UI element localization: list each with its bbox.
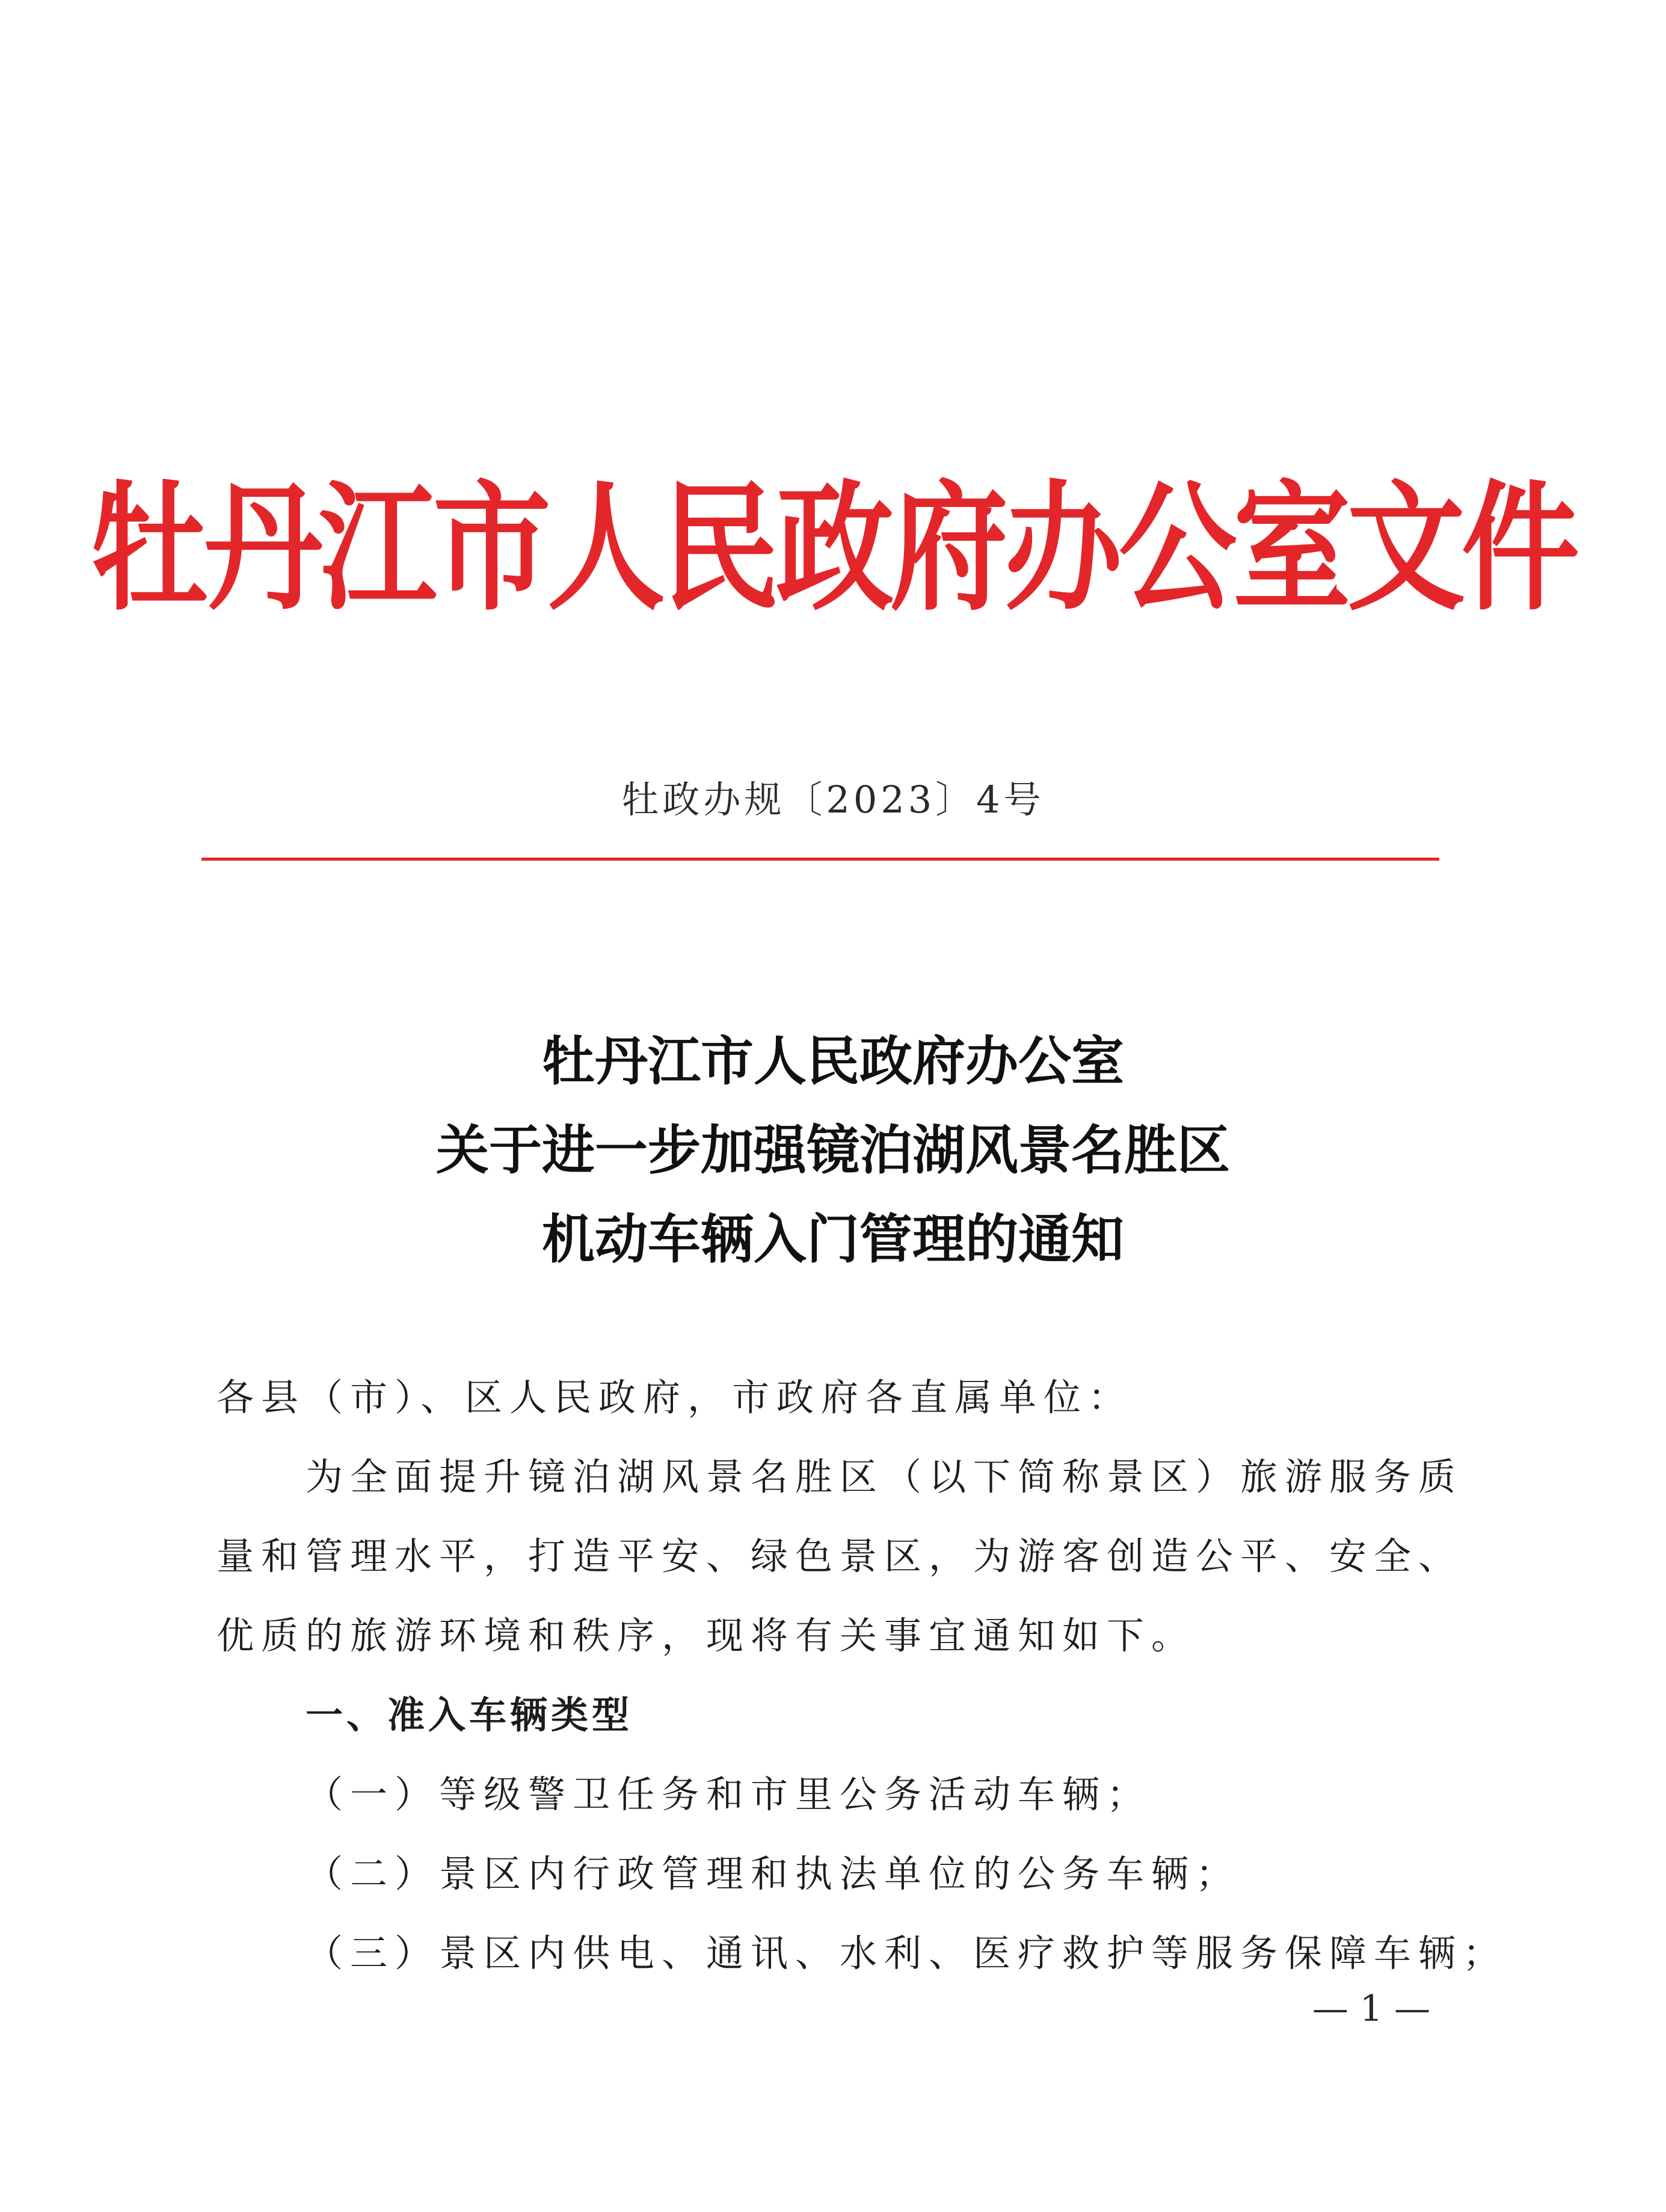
list-item-1: （一）等级警卫任务和市里公务活动车辆；	[306, 1772, 1152, 1816]
notice-body	[217, 1358, 1508, 1993]
notice-title-line-3: 机动车辆入门管理的通知	[541, 1208, 1124, 1270]
notice-title	[0, 1016, 1666, 1283]
document-number: 牡政办规〔2023〕4号	[621, 778, 1045, 822]
salutation: 各县（市）、区人民政府，市政府各直属单位：	[217, 1375, 1133, 1419]
notice-title-line-2: 关于进一步加强镜泊湖风景名胜区	[435, 1119, 1230, 1181]
intro-line-1: 为全面提升镜泊湖风景名胜区（以下简称景区）旅游服务质	[306, 1455, 1463, 1499]
intro-line-2: 量和管理水平，打造平安、绿色景区，为游客创造公平、安全、	[217, 1534, 1463, 1578]
page-number: — 1 —	[1312, 1988, 1431, 2030]
intro-line-3: 优质的旅游环境和秩序，现将有关事宜通知如下。	[217, 1614, 1196, 1657]
notice-title-line-1: 牡丹江市人民政府办公室	[541, 1030, 1124, 1092]
list-item-2: （二）景区内行政管理和执法单位的公务车辆；	[306, 1852, 1241, 1896]
section-heading-vehicle-types: 一、准入车辆类型	[306, 1693, 633, 1737]
masthead-title: 牡丹江市人民政府办公室文件	[90, 466, 1576, 630]
red-divider-line	[201, 858, 1439, 861]
list-item-3: （三）景区内供电、通讯、水利、医疗救护等服务保障车辆；	[306, 1931, 1508, 1975]
